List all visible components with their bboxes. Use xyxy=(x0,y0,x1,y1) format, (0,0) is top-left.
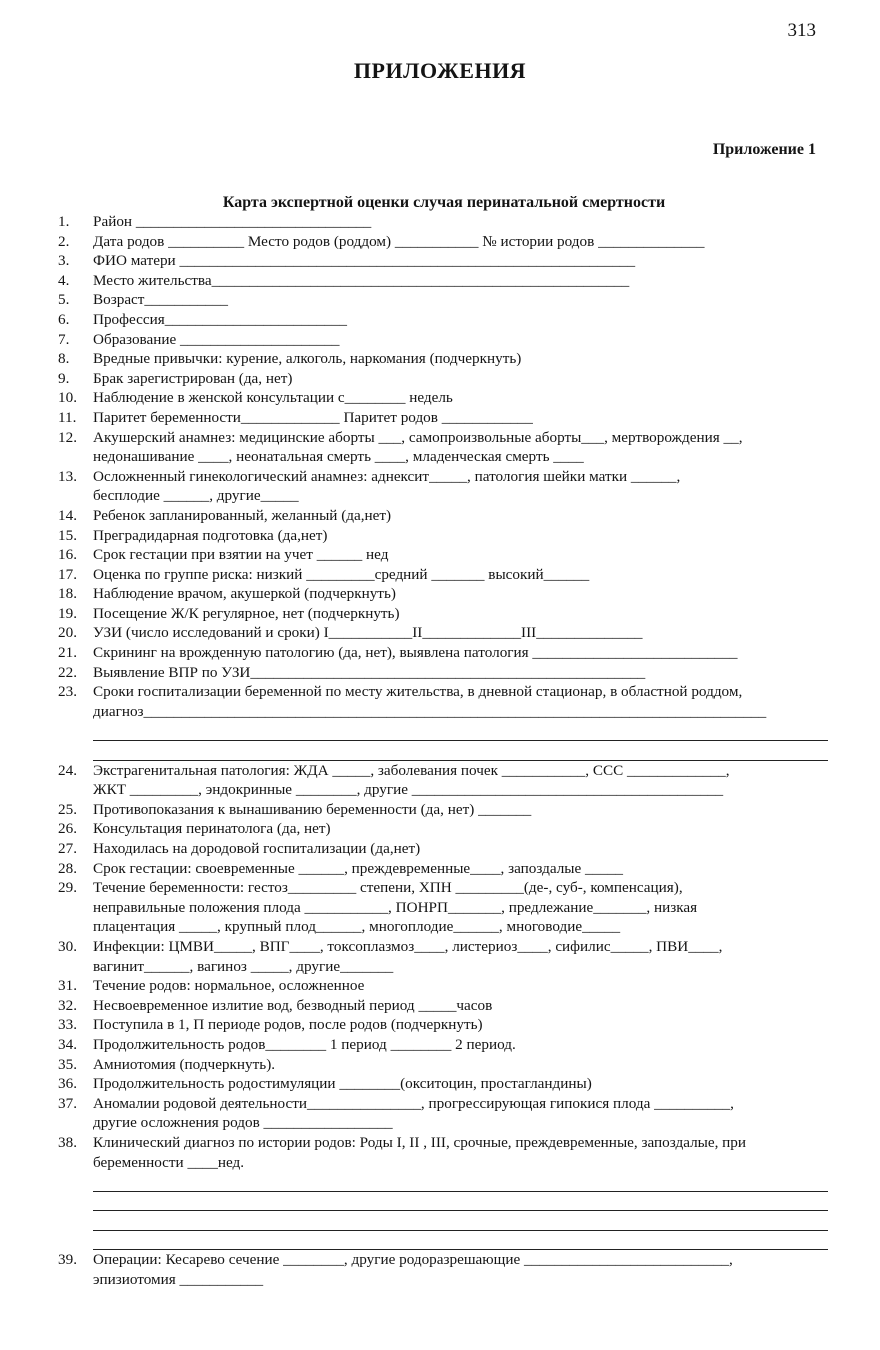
form-item xyxy=(58,271,828,291)
form-item xyxy=(58,467,828,506)
form-item xyxy=(58,643,828,663)
form-item-text: Паритет беременности_____________ Паритет родов ____________ xyxy=(93,408,533,426)
form-item-number: 26. xyxy=(58,820,77,838)
form-item xyxy=(58,584,828,604)
form-item xyxy=(58,408,828,428)
form-item-number: 38. xyxy=(58,1133,77,1151)
form-item-number: 2. xyxy=(58,232,70,250)
page-number: 313 xyxy=(787,20,816,41)
form-item-number: 16. xyxy=(58,546,77,564)
form-item-text: УЗИ (число исследований и сроки) I___________II_____________III______________ xyxy=(93,624,643,642)
form-item-number: 23. xyxy=(58,683,77,701)
form-item-number: 25. xyxy=(58,800,77,818)
form-item xyxy=(58,565,828,585)
form-item-text: Срок гестации: своевременные ______, преждевременные____, запоздалые _____ xyxy=(93,859,624,877)
form-item-text: Брак зарегистрирован (да, нет) xyxy=(93,369,293,387)
form-item xyxy=(58,369,828,389)
form-item-number: 21. xyxy=(58,644,77,662)
form-item-number: 7. xyxy=(58,330,70,348)
appendix-label: Приложение 1 xyxy=(712,141,816,158)
form-item-text: Инфекции: ЦМВИ_____, ВПГ____, токсоплазмоз____, листериоз____, сифилис_____, ПВИ____, xyxy=(93,937,723,955)
form-item-number: 32. xyxy=(58,996,77,1014)
form-item xyxy=(58,663,828,683)
fill-line xyxy=(93,741,828,761)
form-item-number: 15. xyxy=(58,526,77,544)
fill-line xyxy=(93,1192,828,1212)
form-item xyxy=(58,1250,828,1289)
fill-line xyxy=(93,1211,828,1231)
form-item-text: Операции: Кесарево сечение ________, другие родоразрешающие ___________________________, xyxy=(93,1251,733,1269)
form-item xyxy=(58,1133,828,1172)
form-item xyxy=(58,937,828,976)
form-item-number: 27. xyxy=(58,840,77,857)
form-item-number: 20. xyxy=(58,624,77,642)
form-item-number: 33. xyxy=(58,1016,77,1034)
form-item-text: недонашивание ____, неонатальная смерть ____, младенческая смерть ____ xyxy=(93,448,584,466)
form-item xyxy=(58,506,828,526)
form-item-number: 1. xyxy=(58,213,70,230)
form-item-text: Экстрагенитальная патология: ЖДА _____, заболевания почек ___________, ССС _____________, xyxy=(93,761,730,779)
form-item xyxy=(58,349,828,369)
form-item-number: 28. xyxy=(58,859,77,877)
fill-line xyxy=(93,1172,828,1192)
form-item-text: плацентация _____, крупный плод______, многоплодие______, многоводие_____ xyxy=(93,918,621,936)
form-item-text: Аномалии родовой деятельности_______________, прогрессирующая гипокися плода __________, xyxy=(93,1094,734,1112)
form-item-text: неправильные положения плода ___________, ПОНРП_______, предлежание_______, низкая xyxy=(93,898,698,916)
form-item-text: Скрининг на врожденную патологию (да, нет), выявлена патология ___________________________ xyxy=(93,644,738,662)
form-item xyxy=(58,819,828,839)
form-item xyxy=(58,623,828,643)
form-item xyxy=(58,212,828,232)
form-item-text: Течение родов: нормальное, осложненное xyxy=(93,977,365,995)
form-item xyxy=(58,839,828,859)
form-item xyxy=(58,545,828,565)
form-item xyxy=(58,232,828,252)
form-item xyxy=(58,388,828,408)
form-item xyxy=(58,878,828,937)
form-item-text: Акушерский анамнез: медицинские аборты ___, самопроизвольные аборты___, мертворождения __, xyxy=(93,428,743,446)
form-item-text: Срок гестации при взятии на учет ______ нед xyxy=(93,546,389,564)
form-item-text: ФИО матери ____________________________________________________________ xyxy=(93,252,636,270)
form-item xyxy=(58,428,828,467)
form-item-text: Клинический диагноз по истории родов: Роды I, II , III, срочные, преждевременные, запоздалые, при xyxy=(93,1133,747,1151)
form-item-text: беременности ____нед. xyxy=(93,1153,245,1171)
form-item xyxy=(58,859,828,879)
form-item-number: 10. xyxy=(58,389,77,407)
form-item-text: другие осложнения родов _________________ xyxy=(93,1114,393,1132)
form-item-number: 36. xyxy=(58,1075,77,1093)
form-item-number: 12. xyxy=(58,428,77,446)
form-item xyxy=(58,976,828,996)
form-item-number: 17. xyxy=(58,565,77,583)
form-item xyxy=(58,330,828,350)
form-item xyxy=(58,761,828,800)
form-item-text: Наблюдение врачом, акушеркой (подчеркнуть) xyxy=(93,585,396,603)
form-item-number: 30. xyxy=(58,937,77,955)
form-item-number: 18. xyxy=(58,585,77,603)
form-item-text: Противопоказания к вынашиванию беременности (да, нет) _______ xyxy=(93,800,532,818)
form-item xyxy=(58,526,828,546)
form-item-text: Консультация перинатолога (да, нет) xyxy=(93,820,331,838)
form-item-number: 31. xyxy=(58,977,77,995)
form-item-number: 13. xyxy=(58,467,77,485)
form-item-text: вагинит______, вагиноз _____, другие_______ xyxy=(93,957,394,975)
form-item-text: Течение беременности: гестоз_________ степени, ХПН _________(де-, суб-, компенсация), xyxy=(93,879,683,897)
page-title: ПРИЛОЖЕНИЯ xyxy=(353,58,527,83)
form-item-number: 11. xyxy=(58,408,77,426)
form-item-text: Продолжительность родов________ 1 период ________ 2 период. xyxy=(93,1035,516,1053)
form-item-number: 39. xyxy=(58,1251,77,1269)
form-item-number: 29. xyxy=(58,879,77,897)
form-title: Карта экспертной оценки случая перинатальной смертности xyxy=(222,194,666,211)
form-item-number: 22. xyxy=(58,663,77,681)
form-item xyxy=(58,1074,828,1094)
form-item-text: Профессия________________________ xyxy=(93,310,347,328)
form-item xyxy=(58,290,828,310)
form-item-number: 37. xyxy=(58,1094,77,1112)
form-item xyxy=(58,1015,828,1035)
form-item-text: диагноз__________________________________________________________________________________ xyxy=(93,702,767,720)
fill-line xyxy=(93,721,828,741)
form-item-text: Находилась на дородовой госпитализации (да,нет) xyxy=(93,840,421,857)
form-item-text: Продолжительность родостимуляции ________(окситоцин, простагландины) xyxy=(93,1075,592,1093)
form-item-text: эпизиотомия ___________ xyxy=(93,1271,264,1289)
form-item-text: Сроки госпитализации беременной по месту жительства, в дневной стационар, в областной роддом, xyxy=(93,683,743,701)
form-item-text: Наблюдение в женской консультации с________ недель xyxy=(93,389,453,407)
form-item-text: ЖКТ _________, эндокринные ________, другие _________________________________________ xyxy=(93,781,724,799)
form-items-list xyxy=(58,212,828,1290)
form-item-number: 6. xyxy=(58,310,70,328)
form-item-text: Образование _____________________ xyxy=(93,330,340,348)
form-item-text: Дата родов __________ Место родов (роддом) ___________ № истории родов ______________ xyxy=(93,232,705,250)
form-item xyxy=(58,1094,828,1133)
form-item-number: 4. xyxy=(58,271,70,289)
form-item-text: Посещение Ж/К регулярное, нет (подчеркнуть) xyxy=(93,604,400,622)
blank-fill-lines xyxy=(58,721,828,760)
form-item xyxy=(58,1055,828,1075)
form-item-text: Район _______________________________ xyxy=(93,213,372,230)
form-item-text: Осложненный гинекологический анамнез: аднексит_____, патология шейки матки ______, xyxy=(93,467,681,485)
form-item-number: 9. xyxy=(58,369,70,387)
form-item-text: Вредные привычки: курение, алкоголь, наркомания (подчеркнуть) xyxy=(93,350,522,368)
form-item xyxy=(58,604,828,624)
form-item-text: Оценка по группе риска: низкий _________средний _______ высокий______ xyxy=(93,565,590,583)
form-item-text: Поступила в 1, П периоде родов, после родов (подчеркнуть) xyxy=(93,1016,483,1034)
form-item xyxy=(58,800,828,820)
form-item-text: Несвоевременное излитие вод, безводный период _____часов xyxy=(93,996,493,1014)
fill-line xyxy=(93,1231,828,1251)
form-item-text: Возраст___________ xyxy=(93,291,228,309)
form-item-text: Выявление ВПР по УЗИ____________________________________________________ xyxy=(93,663,646,681)
form-item xyxy=(58,310,828,330)
form-item xyxy=(58,251,828,271)
form-item-text: Место жительства_______________________________________________________ xyxy=(93,271,630,289)
form-item-text: Преградидарная подготовка (да,нет) xyxy=(93,526,328,544)
form-item-number: 3. xyxy=(58,252,70,270)
form-item-text: Ребенок запланированный, желанный (да,нет) xyxy=(93,506,392,524)
form-item-number: 5. xyxy=(58,291,70,309)
form-item xyxy=(58,1035,828,1055)
form-item-text: Амниотомия (подчеркнуть). xyxy=(93,1055,276,1073)
form-item-text: бесплодие ______, другие_____ xyxy=(93,487,299,505)
form-item-number: 19. xyxy=(58,604,77,622)
form-item-number: 14. xyxy=(58,506,77,524)
form-item-number: 8. xyxy=(58,350,70,368)
form-item-number: 24. xyxy=(58,761,77,779)
form-item xyxy=(58,996,828,1016)
form-item-number: 35. xyxy=(58,1055,77,1073)
blank-fill-lines xyxy=(58,1172,828,1250)
form-item xyxy=(58,682,828,721)
form-item-number: 34. xyxy=(58,1035,77,1053)
